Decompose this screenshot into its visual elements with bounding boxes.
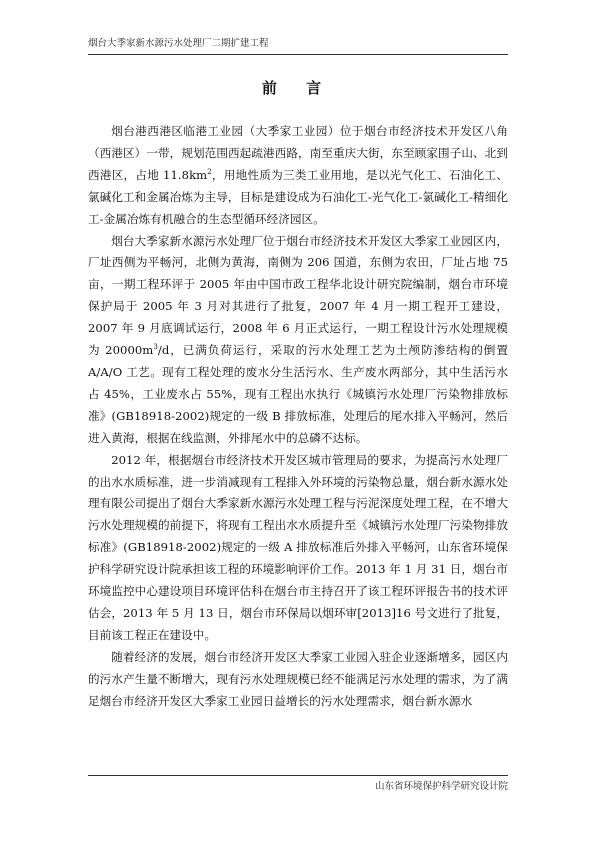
footer-divider [88,775,508,776]
paragraph-upgrade-2012: 2012 年，根据烟台市经济技术开发区城市管理局的要求，为提高污水处理厂的出水水质标准，进一步消减现有工程排入外环境的污染物总量，烟台新水源水处理有限公司提出了烟台大季家新水源污水处理工程与污泥深度处理工程，在不增大污水处理规模的前提下，将现有工程出水水质提升至《城镇污水处理厂污染物排放标准》(GB18918-2002)规定的一级 A 排放标准后外排入平畅河，山东省环境保护科学研究设计院承担该工程的环境影响评价工作。2013 年 1 月 31 日，烟台市环境监控中心建设项目环境评估科在烟台市主持召开了该工程环评报告书的技术评估会，2013 年 5 月 13 日，烟台市环保局以烟环审[2013]16 号文进行了批复，目前该工程正在建设中。 [88,452,508,642]
paragraph-plant-overview [88,231,508,450]
paragraph-text: ，用地性质为三类工业用地，是以光气化工、石油化工、氯碱化工和金属冶炼为主导，目标是建设成为石油化工-光气化工-氯碱化工-精细化工-金属冶炼有机融合的生态型循环经济园区。 [88,167,508,226]
running-footer: 山东省环境保护科学研究设计院 [374,781,508,792]
superscript: 2 [207,167,212,176]
page-title: 前 言 [261,79,334,97]
paragraph-text: 烟台大季家新水源污水处理厂位于烟台市经济技术开发区大季家工业园区内，厂址西侧为平畅河，北侧为黄海，南侧为 206 国道，东侧为农田，厂址占地 75 亩，一期工程环评于 2005 年由中国市政工程华北设计研究院编制，烟台市环境保护局于 2005 年 3 月对其进行了批复，2007 年 4 月一期工程开工建设，2007 年 9 月底调试运行，2008 年 6 月正式运行，一期工程设计污水处理规模为 20000m [88,233,508,358]
body-text [88,121,508,712]
paragraph-text: 烟台港西港区临港工业园（大季家工业园）位于烟台市经济技术开发区八角（西港区）一带，规划范围西起疏港西路，南至重庆大街，东至顾家围子山、北到西港区，占地 11.8km [88,124,508,182]
running-header: 烟台大季家新水源污水处理厂二期扩建工程 [88,38,269,49]
paragraph-text: /d，已满负荷运行，采取的污水处理工艺为土颅防渗结构的倒置 A/A/O 工艺。现有工程处理的废水分生活污水、生产废水两部分，其中生活污水占 45%，工业废水占 55%，现有工程出水执行《城镇污水处理厂污染物排放标准》(GB18918-2002)规定的一级 B 排放标准，处理后的尾水排入平畅河，然后进入黄海，根据在线监测，外排尾水中的总磷不达标。 [88,343,508,445]
header-divider [88,54,508,55]
paragraph-expansion-need: 随着经济的发展，烟台市经济开发区大季家工业园入驻企业逐渐增多，园区内的污水产生量不断增大，现有污水处理规模已经不能满足污水处理的需求，为了满足烟台市经济开发区大季家工业园日益增长的污水处理需求，烟台新水源水 [88,649,508,708]
paragraph-intro-industrial-park [88,121,508,231]
superscript: 3 [153,343,158,352]
